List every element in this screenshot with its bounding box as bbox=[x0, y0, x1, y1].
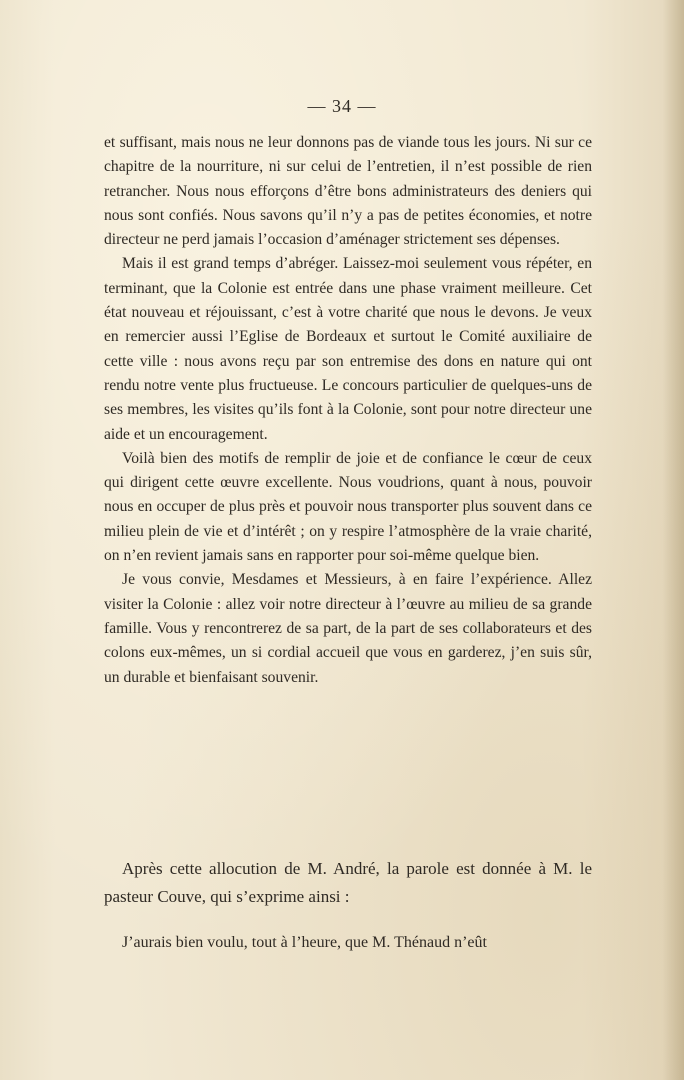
paragraph: Mais il est grand temps d’abréger. Laissez-moi seulement vous répéter, en terminant, que la Colonie est entrée dans une phase vraiment meilleure. Cet état nouveau et réjouissant, c’est à votre charité que nous le devons. Je veux en remercier aussi l’Eglise de Bordeaux et surtout le Comité auxiliaire de cette ville : nous avons reçu par son entremise des dons en nature qui ont rendu notre vente plus fructueuse. Le concours particulier de quelques-uns de ses membres, les visites qu’ils font à la Colonie, sont pour notre directeur une aide et un encouragement. bbox=[104, 255, 592, 443]
paragraph: J’aurais bien voulu, tout à l’heure, que M. Thénaud n’eût bbox=[122, 934, 487, 951]
page-edge-shadow bbox=[662, 0, 684, 1080]
body-text bbox=[104, 131, 592, 690]
quote-text bbox=[104, 931, 592, 955]
paragraph: Après cette allocution de M. André, la parole est donnée à M. le pasteur Couve, qui s’exprime ainsi : bbox=[104, 859, 592, 906]
page-number: — 34 — bbox=[307, 96, 377, 116]
narration-text bbox=[104, 855, 592, 911]
paragraph: et suffisant, mais nous ne leur donnons pas de viande tous les jours. Ni sur ce chapitre de la nourriture, ni sur celui de l’entretien, il n’est possible de rien retrancher. Nous nous efforçons d’être bons administrateurs des deniers qui nous sont confiés. Nous savons qu’il n’y a pas de petites économies, et notre directeur ne perd jamais l’occasion d’aménager strictement ses dépenses. bbox=[104, 134, 592, 249]
paragraph: Voilà bien des motifs de remplir de joie et de confiance le cœur de ceux qui dirigent cette œuvre excellente. Nous voudrions, quant à nous, pouvoir nous en occuper de plus près et pouvoir nous transporter plus souvent dans ce milieu plein de vie et d’intérêt ; on y respire l’atmosphère de la vraie charité, on n’en revient jamais sans en rapporter pour soi-même quelque bien. bbox=[104, 449, 592, 565]
paragraph: Je vous convie, Mesdames et Messieurs, à en faire l’expérience. Allez visiter la Colonie : allez voir notre directeur à l’œuvre au milieu de sa grande famille. Vous y rencontrerez de sa part, de la part de ses collaborateurs et des colons eux-mêmes, un si cordial accueil que vous en garderez, j’en suis sûr, un durable et bienfaisant souvenir. bbox=[104, 571, 592, 686]
